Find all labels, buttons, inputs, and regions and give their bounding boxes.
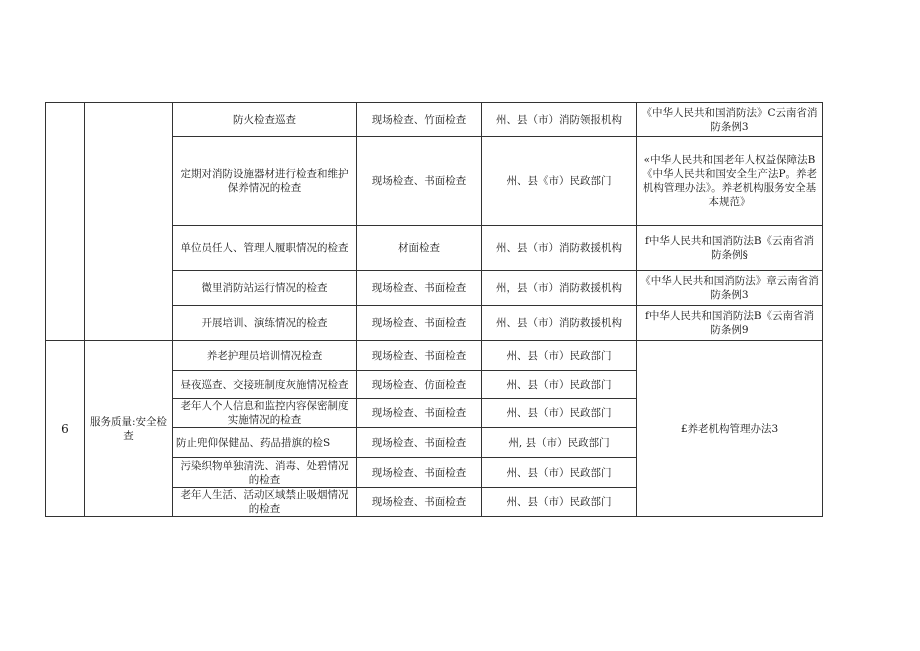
basis-cell: «中华人民共和国老年人权益保障法B《中华人民共和国安全生产法P。养老机构管理办法》。养老机构服务安全基本规范》 xyxy=(637,137,823,226)
item-cell: 开展培训、演练情况的检查 xyxy=(173,306,357,341)
item-cell: 定期对消防设施器材进行检查和维护保养情况的检查 xyxy=(173,137,357,226)
index-cell: 6 xyxy=(46,341,85,517)
method-cell: 现场检查、书面检查 xyxy=(357,488,482,517)
org-cell: 州, 县（市）民政部门 xyxy=(482,428,637,458)
org-cell: 州、县（市）消防救援机构 xyxy=(482,306,637,341)
table-row xyxy=(46,103,823,137)
item-cell: 单位员任人、管理人履职情况的检查 xyxy=(173,226,357,271)
basis-cell: 《中华人民共和国消防法》章云南省消防条例3 xyxy=(637,271,823,306)
org-cell: 州、县（市）民政部门 xyxy=(482,371,637,399)
index-cell xyxy=(46,103,85,341)
org-cell: 州、县（市）消防救援机构 xyxy=(482,226,637,271)
item-cell: 污染织物单独清洗、消毒、处碧情况的检查 xyxy=(173,458,357,488)
item-cell: 昼夜巡查、交接班制度灰施情况检查 xyxy=(173,371,357,399)
method-cell: 现场检查、书面检查 xyxy=(357,428,482,458)
org-cell: 州、县（市）消防领报机构 xyxy=(482,103,637,137)
basis-cell: f中华人民共和国消防法B《云南省消防条例§ xyxy=(637,226,823,271)
table-row xyxy=(46,341,823,371)
org-cell: 州、县（市）民政部门 xyxy=(482,399,637,428)
category-cell: 服务质量:安全检查 xyxy=(85,341,173,517)
basis-cell: f中华人民共和国消防法B《云南省消防条例9 xyxy=(637,306,823,341)
method-cell: 现场检查、仿面检查 xyxy=(357,371,482,399)
inspection-table xyxy=(45,102,823,517)
org-cell: 州、县《市）民政部门 xyxy=(482,137,637,226)
item-cell: 养老护理员培训情况检查 xyxy=(173,341,357,371)
basis-cell: 《中华人民共和国消防法》C云南省消防条例3 xyxy=(637,103,823,137)
org-cell: 州、县（市）民政部门 xyxy=(482,341,637,371)
method-cell: 现场检查、书面检查 xyxy=(357,306,482,341)
method-cell: 现场检查、书面检查 xyxy=(357,137,482,226)
item-cell: 微里消防站运行情况的检查 xyxy=(173,271,357,306)
org-cell: 州、县（市）民政部门 xyxy=(482,458,637,488)
category-cell xyxy=(85,103,173,341)
method-cell: 现场检查、书面检查 xyxy=(357,271,482,306)
item-cell: 防止兜仰保健品、药品措旗的检S xyxy=(173,428,357,458)
method-cell: 材面检查 xyxy=(357,226,482,271)
org-cell: 州，县（市）消防救援机构 xyxy=(482,271,637,306)
method-cell: 现场检查、竹面检查 xyxy=(357,103,482,137)
org-cell: 州、县（市）民政部门 xyxy=(482,488,637,517)
basis-cell: £养老机构管理办法3 xyxy=(637,341,823,517)
item-cell: 老年人个人信息和监控内容保密制度实施情况的检查 xyxy=(173,399,357,428)
item-cell: 防火检查巡查 xyxy=(173,103,357,137)
item-cell: 老年人生活、活动区域禁止吸烟情况的检查 xyxy=(173,488,357,517)
method-cell: 现场检查、书面检查 xyxy=(357,399,482,428)
method-cell: 现场检查、书面检查 xyxy=(357,458,482,488)
method-cell: 现场检查、书面检查 xyxy=(357,341,482,371)
